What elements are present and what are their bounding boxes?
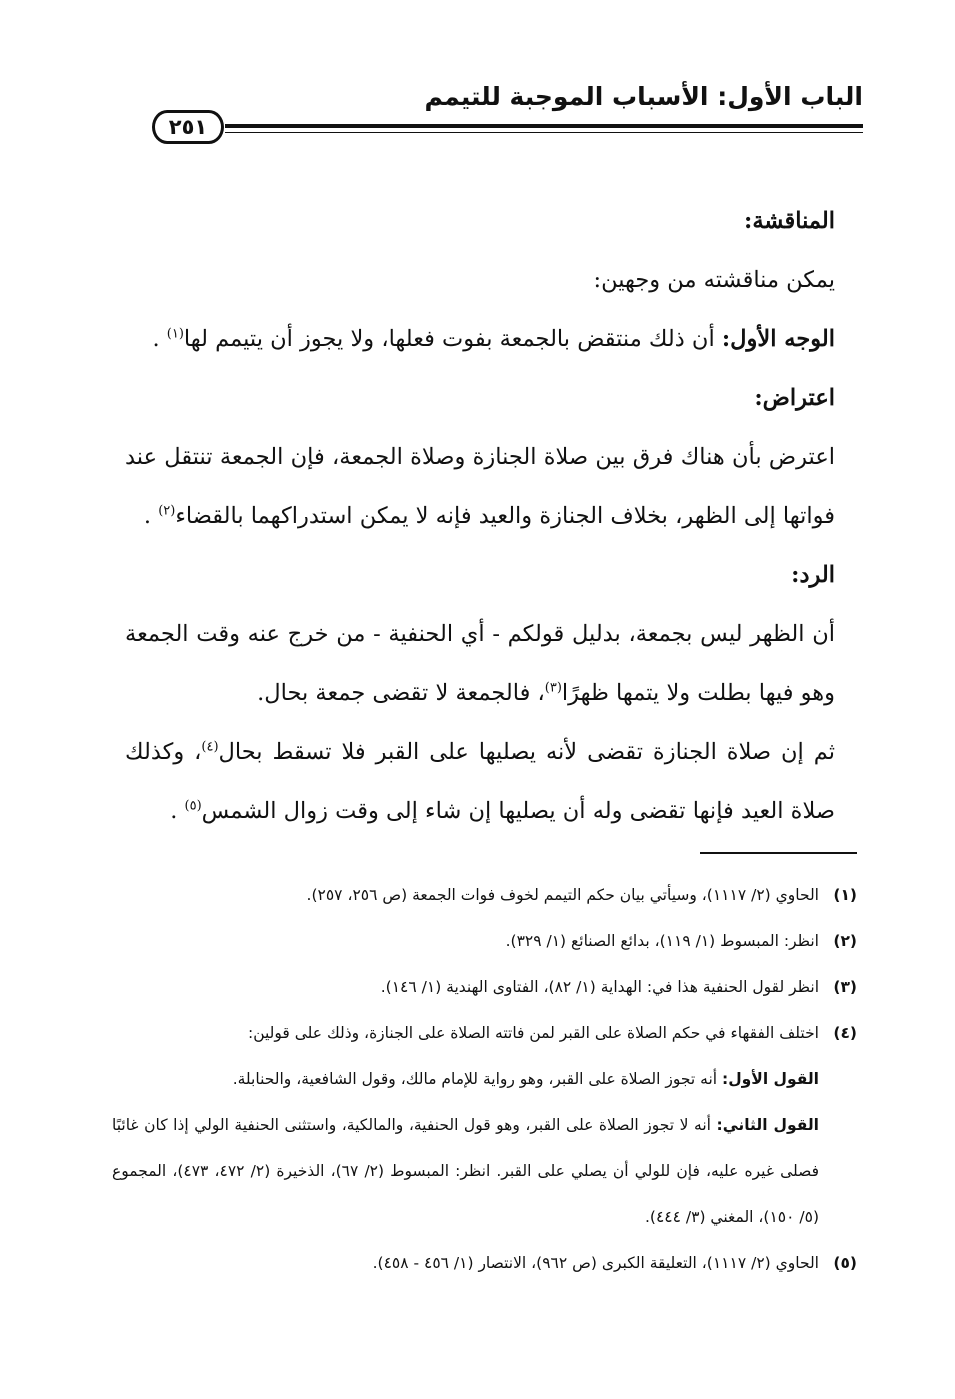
footnote-separator bbox=[700, 852, 857, 854]
footnote-text: الحاوي (٢/ ١١١٧)، وسيأتي بيان حكم التيمم لخوف فوات الجمعة (ص ٢٥٦، ٢٥٧). bbox=[306, 886, 819, 904]
reply-paragraph-1 bbox=[125, 605, 835, 723]
footnote-text: اختلف الفقهاء في حكم الصلاة على القبر لمن فاتته الصلاة على الجنازة، وذلك على قولين: bbox=[247, 1024, 819, 1042]
first-aspect-label: الوجه الأول: bbox=[721, 326, 835, 352]
footnote-5 bbox=[112, 1240, 857, 1286]
intro-paragraph: يمكن مناقشته من وجهين: bbox=[593, 267, 835, 293]
footnote-number: (٥) bbox=[833, 1254, 857, 1272]
footnote-ref-3[interactable]: (٣) bbox=[544, 680, 562, 696]
reply-text-2: ثم إن صلاة الجنازة تقضى لأنه يصليها على القبر فلا تسقط بحال bbox=[218, 739, 835, 765]
objection-text: اعترض بأن هناك فرق بين صلاة الجنازة وصلاة الجمعة، فإن الجمعة تنتقل عند فواتها إلى الظهر، بخلاف الجنازة والعيد فإنه لا يمكن استدراكهما بالقضاء bbox=[125, 444, 835, 529]
footnote-text: الحاوي (٢/ ١١١٧)، التعليقة الكبرى (ص ٩٦٢)، الانتصار (١/ ٤٥٦ - ٤٥٨). bbox=[372, 1254, 819, 1272]
objection-end: . bbox=[143, 503, 152, 529]
footnote-number: (٢) bbox=[833, 932, 857, 950]
heading-objection: اعتراض: bbox=[754, 385, 835, 411]
footnote-ref-4[interactable]: (٤) bbox=[201, 739, 219, 755]
first-aspect-end: . bbox=[152, 326, 160, 352]
footnotes bbox=[112, 872, 857, 1286]
second-opinion-label: القول الثاني: bbox=[716, 1116, 819, 1134]
footnote-4-first-opinion bbox=[112, 1056, 857, 1102]
footnote-text: انظر: المبسوط (١/ ١١٩)، بدائع الصنائع (١/ ٣٢٩). bbox=[505, 932, 819, 950]
header-rule-thick bbox=[225, 124, 863, 128]
footnote-4-second-opinion bbox=[112, 1102, 857, 1240]
footnote-number: (٣) bbox=[833, 978, 857, 996]
reply-text-1: أن الظهر ليس بجمعة، بدليل قولكم - أي الحنفية - من خرج عنه وقت الجمعة وهو فيها بطلت ولا يتمها ظهرًا bbox=[125, 621, 835, 706]
heading-reply: الرد: bbox=[791, 562, 835, 588]
chapter-title: الباب الأول: الأسباب الموجبة للتيمم bbox=[424, 82, 863, 111]
footnote-number: (٤) bbox=[833, 1024, 857, 1042]
header-rule-thin bbox=[225, 132, 863, 133]
footnote-1 bbox=[112, 872, 857, 918]
objection-paragraph bbox=[125, 428, 835, 546]
footnote-number: (١) bbox=[833, 886, 857, 904]
footnote-2 bbox=[112, 918, 857, 964]
footnote-ref-5[interactable]: (٥) bbox=[184, 798, 202, 814]
second-opinion-text: أنه لا تجوز الصلاة على القبر، وهو قول الحنفية، والمالكية، واستثنى الحنفية الولي إذا كان غائبًا فصلى غيره عليه، فإن للولي أن يصلي على القبر. انظر: المبسوط (٢/ ٦٧)، الذخيرة (٢/ ٤٧٢، ٤٧٣)، المجموع (٥/ ١٥٠)، المغني (٣/ ٤٤٤). bbox=[112, 1116, 819, 1226]
reply-text-2c: . bbox=[170, 798, 178, 824]
heading-discussion: المناقشة: bbox=[744, 208, 835, 234]
reply-text-2b: ، وكذلك صلاة العيد فإنها تقضى وله أن يصليها إن شاء إلى وقت زوال الشمس bbox=[125, 739, 835, 824]
footnote-ref-1[interactable]: (١) bbox=[166, 326, 184, 342]
page-number: ٢٥١ bbox=[152, 110, 224, 144]
footnote-3 bbox=[112, 964, 857, 1010]
first-opinion-label: القول الأول: bbox=[722, 1070, 819, 1088]
footnote-4 bbox=[112, 1010, 857, 1056]
footnote-text: انظر لقول الحنفية هذا في: الهداية (١/ ٨٢)، الفتاوى الهندية (١/ ١٤٦). bbox=[380, 978, 819, 996]
first-aspect-paragraph bbox=[125, 310, 835, 369]
footnote-ref-2[interactable]: (٢) bbox=[158, 503, 176, 519]
main-text bbox=[125, 192, 835, 841]
first-opinion-text: أنه تجوز الصلاة على القبر، وهو رواية للإمام مالك، وقول الشافعية، والحنابلة. bbox=[232, 1070, 718, 1088]
reply-text-1b: ، فالجمعة لا تقضى جمعة بحال. bbox=[257, 680, 545, 706]
reply-paragraph-2 bbox=[125, 723, 835, 841]
first-aspect-text: أن ذلك منتقض بالجمعة بفوت فعلها، ولا يجوز أن يتيمم لها bbox=[183, 326, 715, 352]
